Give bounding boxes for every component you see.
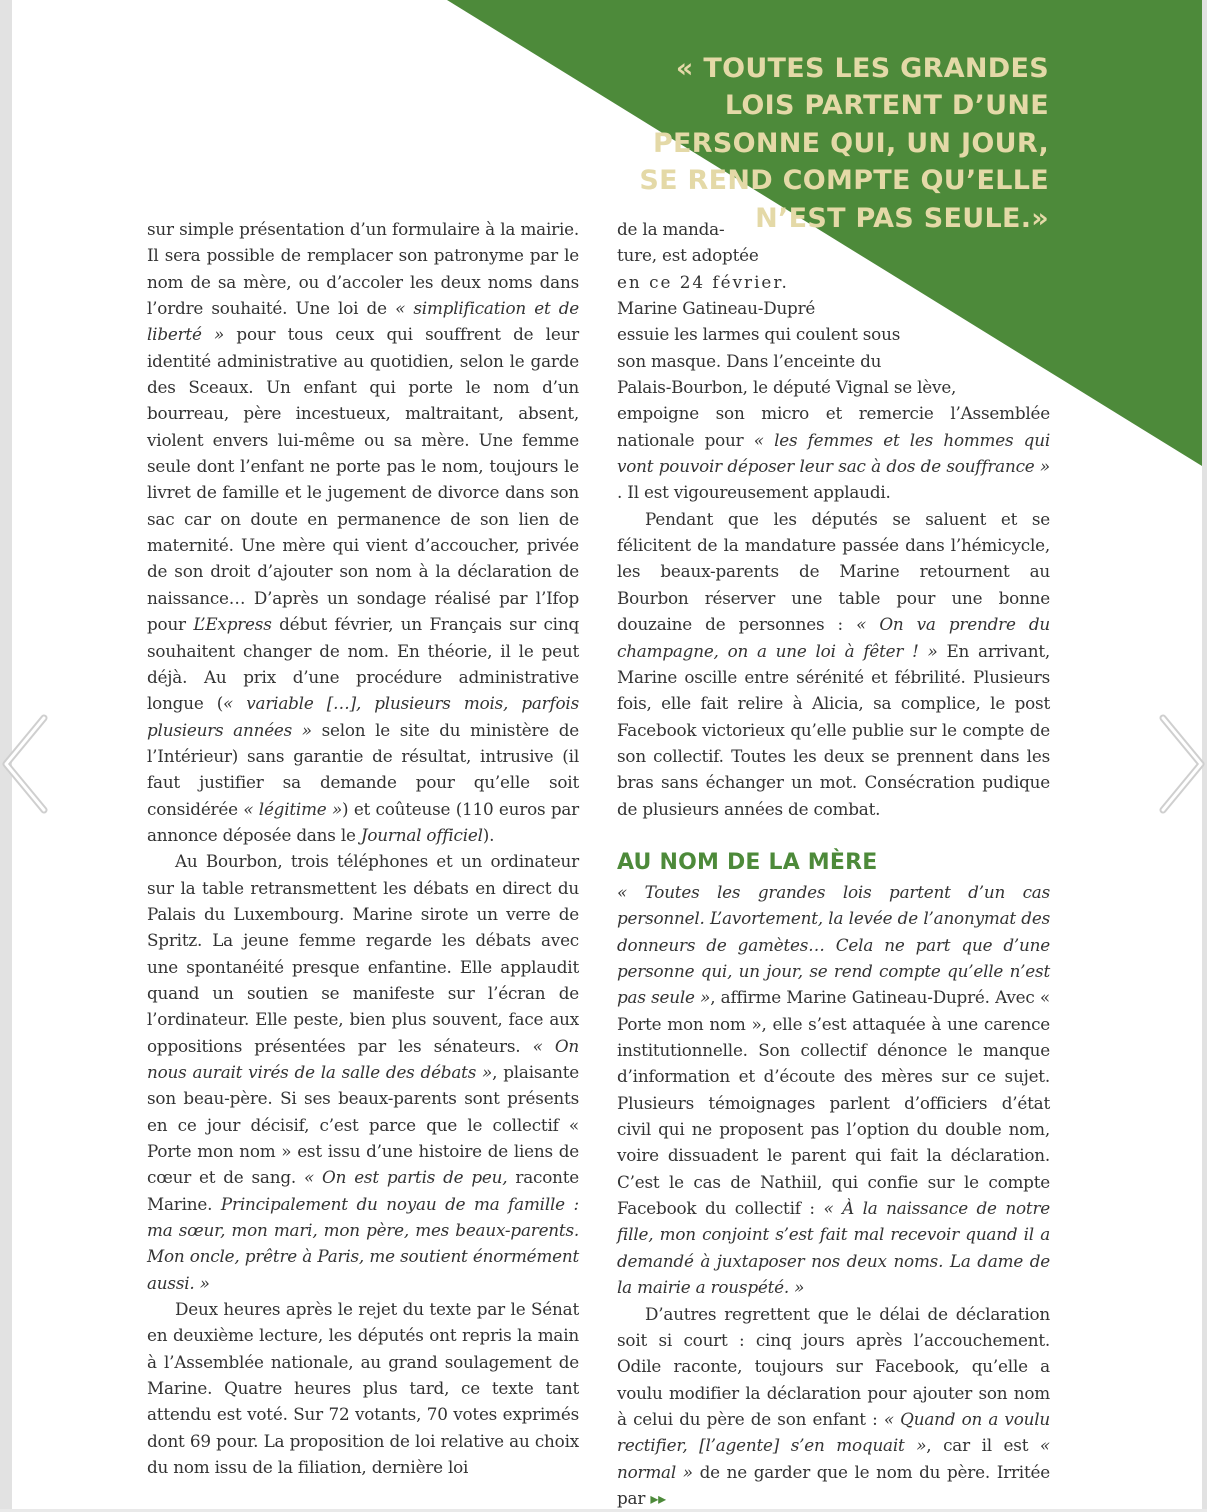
- paragraph: Deux heures après le rejet du texte par le Sénat en deuxième lecture, les députés ont repris la main à l’Assemblée nationale, au grand soulagement de Marine. Quatre heures plus tard, ce texte tant attendu est voté. Sur 72 votants, 70 votes exprimés dont 69 pour. La proposition de loi relative au choix du nom issu de la filiation, dernière loi: [147, 1296, 579, 1480]
- right-column-bottom: [617, 848, 1050, 1512]
- text-line: de la manda-: [617, 216, 747, 242]
- pull-quote: « TOUTES LES GRANDES LOIS PARTENT D’UNE PERSONNE QUI, UN JOUR, SE REND COMPTE QU’ELLE N’EST PAS SEULE.»: [629, 50, 1049, 237]
- text-line: son masque. Dans l’enceinte du: [617, 348, 947, 374]
- text-line: essuie les larmes qui coulent sous: [617, 321, 907, 347]
- paragraph: D’autres regrettent que le délai de déclaration soit si court : cinq jours après l’accouchement. Odile raconte, toujours sur Facebook, qu’elle a voulu modifier la déclaration pour ajouter son nom à celui du père de son enfant : « Quand on a voulu rectifier, [l’agente] s’en moquait », car il est « normal » de ne garder que le nom du père. Irritée par ▸▸: [617, 1301, 1050, 1512]
- next-page-arrow-icon[interactable]: [1155, 712, 1207, 816]
- paragraph: « Toutes les grandes lois partent d’un cas personnel. L’avortement, la levée de l’anonymat des donneurs de gamètes… Cela ne part que d’une personne qui, un jour, se rend compte qu’elle n’est pas seule », affirme Marine Gatineau-Dupré. Avec « Porte mon nom », elle s’est attaquée à une carence institutionnelle. Son collectif dénonce le manque d’information et d’écoute des mères sur ce sujet. Plusieurs témoignages parlent d’officiers d’état civil qui ne proposent pas l’option du double nom, voire dissuadent le parent qui fait la déclaration. C’est le cas de Nathiil, qui confie sur le compte Facebook du collectif : « À la naissance de notre fille, mon conjoint s’est fait mal recevoir quand il a demandé à juxtaposer nos deux noms. La dame de la mairie a rouspété. »: [617, 879, 1050, 1301]
- continue-arrow-icon: ▸▸: [650, 1489, 666, 1508]
- right-column-top: [617, 216, 1050, 822]
- previous-page-arrow-icon[interactable]: [0, 712, 52, 816]
- text-line: ture, est adoptée: [617, 242, 777, 268]
- text-line: Palais-Bourbon, le député Vignal se lève,: [617, 374, 992, 400]
- text-line: Marine Gatineau-Dupré: [617, 295, 862, 321]
- section-heading: AU NOM DE LA MÈRE: [617, 848, 1050, 878]
- paragraph: Au Bourbon, trois téléphones et un ordinateur sur la table retransmettent les débats en direct du Palais du Luxembourg. Marine sirote un verre de Spritz. La jeune femme regarde les débats avec une spontanéité presque enfantine. Elle applaudit quand un soutien se manifeste sur l’écran de l’ordinateur. Elle peste, bien plus souvent, face aux oppositions présentées par les sénateurs. « On nous aurait virés de la salle des débats », plaisante son beau-père. Si ses beaux-parents sont présents en ce jour décisif, c’est parce que le collectif « Porte mon nom » est issu d’une histoire de liens de cœur et de sang. « On est partis de peu, raconte Marine. Principalement du noyau de ma famille : ma sœur, mon mari, mon père, mes beaux-parents. Mon oncle, prêtre à Paris, me soutient énormément aussi. »: [147, 848, 579, 1296]
- paragraph: empoigne son micro et remercie l’Assemblée nationale pour « les femmes et les hommes qui vont pouvoir déposer leur sac à dos de souffrance » . Il est vigoureusement applaudi.: [617, 400, 1050, 505]
- paragraph: sur simple présentation d’un formulaire à la mairie. Il sera possible de remplacer son patronyme par le nom de sa mère, ou d’accoler les deux noms dans l’ordre souhaité. Une loi de « simplification et de liberté » pour tous ceux qui souffrent de leur identité administrative au quotidien, selon le garde des Sceaux. Un enfant qui porte le nom d’un bourreau, père incestueux, maltraitant, absent, violent envers lui-même ou sa mère. Une femme seule dont l’enfant ne porte pas le nom, toujours le livret de famille et le jugement de divorce dans son sac car on doute en permanence de son lien de maternité. Une mère qui vient d’accoucher, privée de son droit d’ajouter son nom à la déclaration de naissance… D’après un sondage réalisé par l’Ifop pour L’Express début février, un Français sur cinq souhaitent changer de nom. En théorie, il le peut déjà. Au prix d’une procédure administrative longue (« variable […], plusieurs mois, parfois plusieurs années » selon le site du ministère de l’Intérieur) sans garantie de résultat, intrusive (il faut justifier sa demande pour qu’elle soit considérée « légitime ») et coûteuse (110 euros par annonce déposée dans le Journal officiel).: [147, 216, 579, 848]
- paragraph: Pendant que les députés se saluent et se félicitent de la mandature passée dans l’hémicycle, les beaux-parents de Marine retournent au Bourbon réserver une table pour une bonne douzaine de personnes : « On va prendre du champagne, on a une loi à fêter ! » En arrivant, Marine oscille entre sérénité et fébrilité. Plusieurs fois, elle fait relire à Alicia, sa complice, le post Facebook victorieux qu’elle publie sur le compte de son collectif. Toutes les deux se prennent dans les bras sans échanger un mot. Consécration pudique de plusieurs années de combat.: [617, 506, 1050, 822]
- text-line: en ce 24 février.: [617, 269, 817, 295]
- left-column: [147, 216, 579, 1481]
